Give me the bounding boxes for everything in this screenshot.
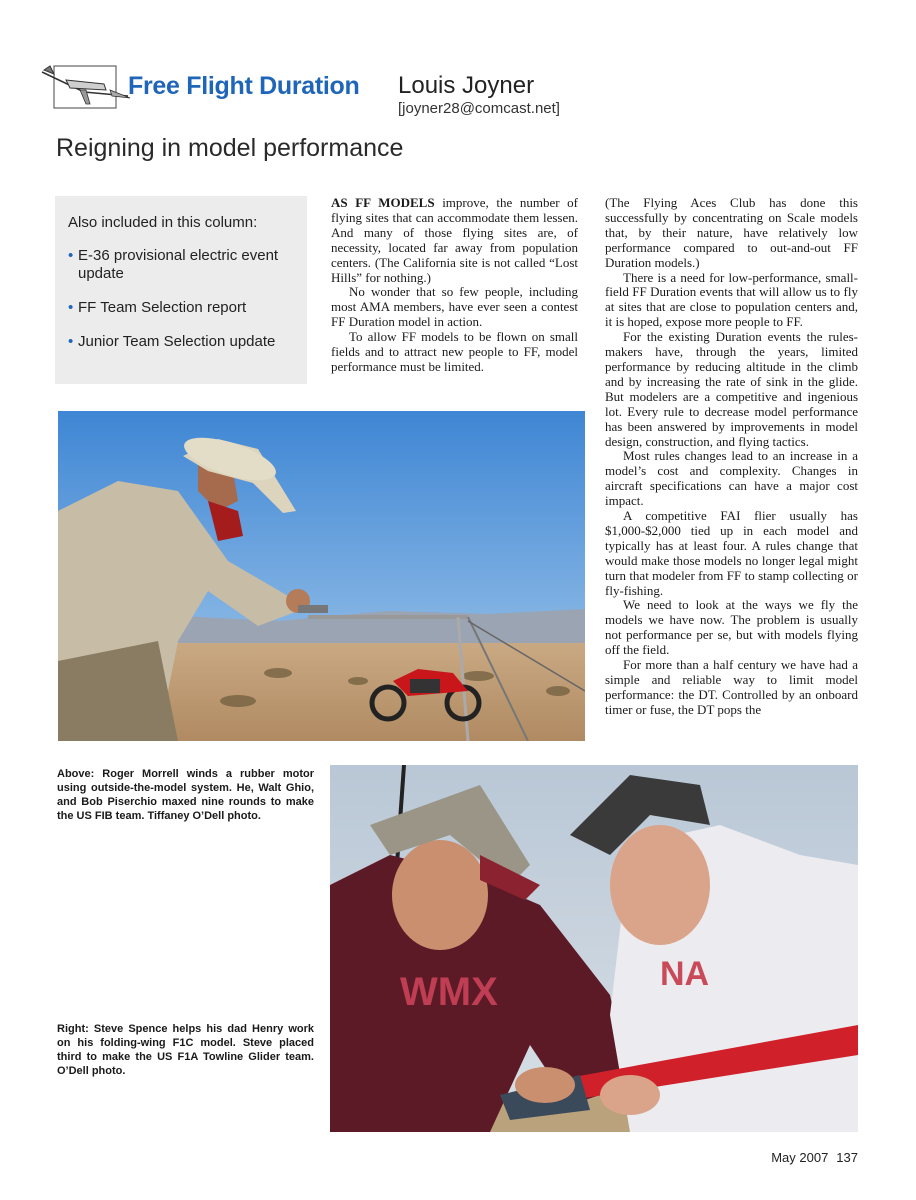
article-column-1	[331, 196, 578, 375]
glider-airplane-icon	[40, 60, 132, 112]
author-email: [joyner28@comcast.net]	[398, 100, 560, 117]
svg-text:WMX: WMX	[400, 970, 498, 1014]
bullet-icon: •	[68, 247, 74, 264]
page-footer	[771, 1150, 858, 1165]
photo-rubber-winding	[58, 411, 585, 741]
paragraph: Most rules changes lead to an increase in a model’s cost and complexity. Changes in aircraft specifications can have a major cost impact.	[605, 448, 858, 509]
svg-text:NA: NA	[660, 955, 710, 993]
paragraph: To allow FF models to be flown on small fields and to attract new people to FF, model performance must be limited.	[331, 329, 578, 374]
article-headline: Reigning in model performance	[56, 134, 404, 162]
paragraph: No wonder that so few people, including most AMA members, have ever seen a contest FF Duration model in action.	[331, 284, 578, 330]
issue-date: May 2007	[771, 1150, 829, 1165]
article-column-2	[605, 196, 858, 744]
list-item: • FF Team Selection report	[68, 299, 247, 316]
column-title: Free Flight Duration	[128, 72, 360, 100]
list-item: • Junior Team Selection update	[68, 333, 276, 350]
also-included-box	[55, 196, 307, 384]
also-included-heading: Also included in this column:	[68, 214, 258, 231]
paragraph: For the existing Duration events the rules-makers have, through the years, limited performance by reducing altitude in the climb and by increasing the rate of sink in the glide. But modelers are a competitive and ingenious lot. Every rule to decrease model performance has been answered by improvements in model design, construction, and flying tactics.	[605, 329, 858, 449]
list-item: • E-36 provisional electric event update	[68, 247, 279, 282]
paragraph: There is a need for low-performance, small-field FF Duration events that will allow us to fly at sites that are close to population centers and, it is hoped, expose more people to FF.	[605, 269, 858, 330]
author-name: Louis Joyner	[398, 72, 535, 99]
photo-folding-wing-model	[330, 765, 858, 1132]
paragraph: For more than a half century we have had a simple and reliable way to limit model performance: the DT. Controlled by an onboard timer or fuse, the DT pops the	[605, 657, 858, 717]
bullet-icon: •	[68, 299, 74, 316]
caption-above: Above: Roger Morrell winds a rubber motor using outside-the-model system. He, Walt Ghio, and Bob Piserchio maxed nine rounds to make the US FIB team. Tiffaney O’Dell photo.	[57, 768, 314, 822]
bullet-icon: •	[68, 333, 74, 350]
paragraph: We need to look at the ways we fly the models we have now. The problem is usually not performance per se, but with models flying off the field.	[605, 597, 858, 658]
paragraph: (The Flying Aces Club has done this successfully by concentrating on Scale models that, by their nature, have relatively low performance compared to out-and-out FF Duration models.)	[605, 196, 858, 270]
also-included-list	[68, 247, 295, 351]
paragraph: A competitive FAI flier usually has $1,000-$2,000 tied up in each model and typically has at least four. A rules change that would make those models no longer legal might turn that modeler from FF to stamp collecting or fly-fishing.	[605, 508, 858, 598]
caption-right: Right: Steve Spence helps his dad Henry work on his folding-wing F1C model. Steve placed third to make the US F1A Towline Glider team. O’Dell photo.	[57, 1023, 314, 1077]
lead-in: AS FF MODELS	[331, 195, 435, 210]
page-number: 137	[836, 1150, 858, 1165]
paragraph: AS FF MODELS improve, the number of flying sites that can accommodate them lessen. And many of those flying sites are, of necessity, located far away from population centers. (The California site is not called “Lost Hills” for nothing.)	[331, 195, 579, 285]
